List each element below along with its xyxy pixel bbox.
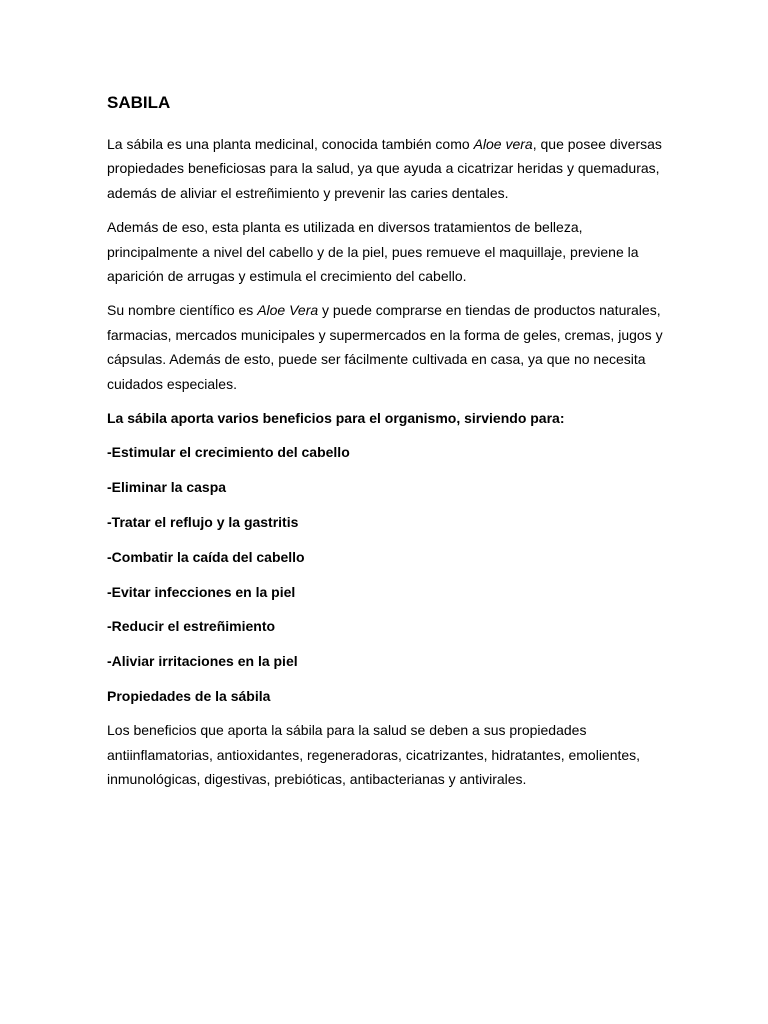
benefit-item: -Estimular el crecimiento del cabello — [107, 444, 350, 461]
intro-italic-term: Aloe vera — [473, 136, 533, 152]
benefit-item: -Aliviar irritaciones en la piel — [107, 653, 298, 670]
document-title: SABILA — [107, 93, 171, 112]
properties-heading: Propiedades de la sábila — [107, 688, 271, 705]
beauty-paragraph: Además de eso, esta planta es utilizada en diversos tratamientos de belleza, principalmente a nivel del cabello y de la piel, pues remueve el maquillaje, previene la aparición de arrugas y estimula el crecimiento del cabello. — [107, 219, 639, 285]
intro-text-start: La sábila es una planta medicinal, conocida también como — [107, 136, 474, 152]
scientific-name-paragraph — [107, 298, 667, 396]
properties-paragraph: Los beneficios que aporta la sábila para la salud se deben a sus propiedades antiinflamatorias, antioxidantes, regeneradoras, cicatrizantes, hidratantes, emolientes, inmunológicas, digestivas, prebióticas, antibacterianas y antivirales. — [107, 722, 641, 788]
benefit-item: -Reducir el estreñimiento — [107, 618, 276, 635]
benefit-item: -Evitar infecciones en la piel — [107, 583, 296, 600]
benefit-item: -Eliminar la caspa — [107, 479, 227, 496]
benefit-item: -Tratar el reflujo y la gastritis — [107, 514, 299, 531]
scientific-text-start: Su nombre científico es — [107, 302, 258, 319]
benefit-item: -Combatir la caída del cabello — [107, 548, 305, 565]
benefits-heading: La sábila aporta varios beneficios para el organismo, sirviendo para: — [107, 410, 565, 427]
scientific-italic-term: Aloe Vera — [257, 302, 319, 319]
document-body — [107, 92, 667, 802]
intro-text-end: , que posee diversas propiedades beneficiosas para la salud, ya que ayuda a cicatrizar heridas y quemaduras, además de aliviar el estreñimiento y prevenir las caries dentales. — [107, 136, 662, 201]
intro-paragraph — [107, 132, 667, 205]
scientific-text-end: y puede comprarse en tiendas de productos naturales, farmacias, mercados municipales y supermercados en la forma de geles, cremas, jugos y cápsulas. Además de esto, puede ser fácilmente cultivada en casa, ya que no necesita cuidados especiales. — [107, 302, 663, 392]
